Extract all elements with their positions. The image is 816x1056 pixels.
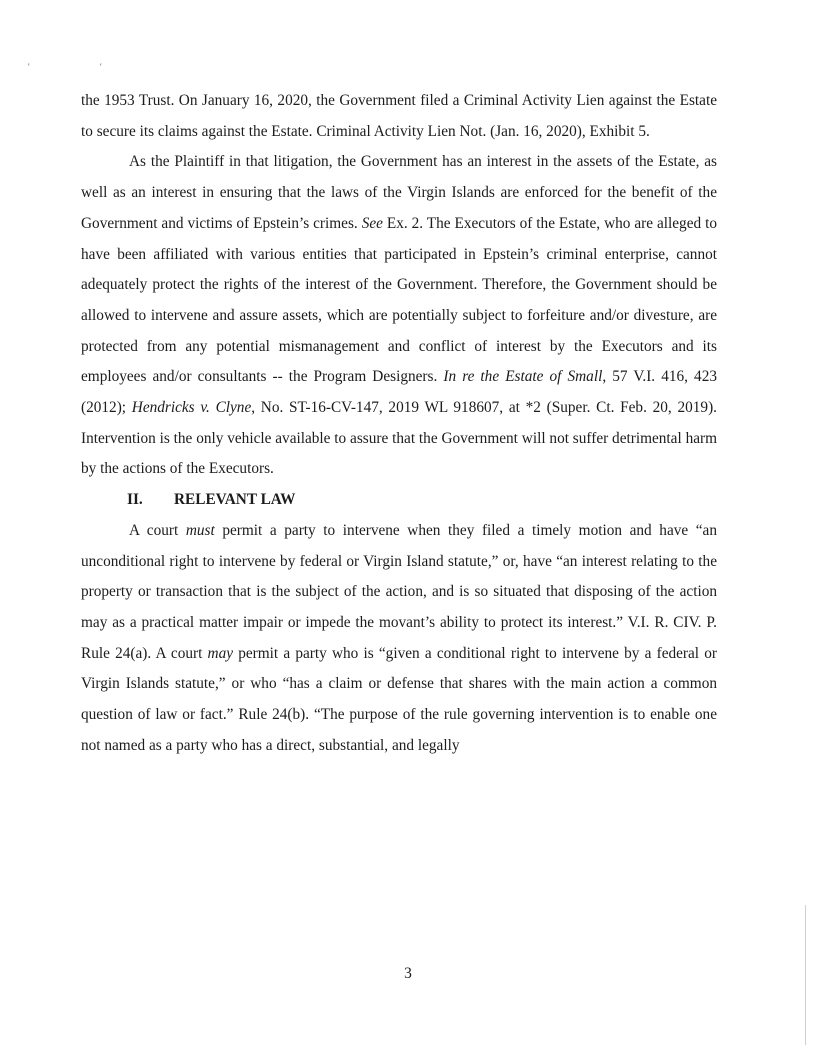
italic-citation: Hendricks v. Clyne (131, 399, 252, 417)
italic-citation: See (361, 214, 383, 232)
text-run: A court (129, 521, 186, 539)
paragraph-2 (81, 147, 717, 485)
text-run: , No. ST-16-CV-147, 2019 WL 918607, at *2 (Super. Ct. Feb. 20, 2019). Intervention is the only vehicle available to assure that the Government will not suffer detrimental harm by the actions of the Executors. (81, 399, 717, 478)
text-run: permit a party who is “given a conditional right to intervene by a federal or Virgin Islands statute,” or who “has a claim or defense that shares with the main action a common question of law or fact.” Rule 24(b). “The purpose of the rule governing intervention is to enable one not named as a party who has a direct, substantial, and legally (81, 644, 717, 754)
text-run: permit a party to intervene when they filed a timely motion and have “an unconditional right to intervene by federal or Virgin Island statute,” or, have “an interest relating to the property or transaction that is the subject of the action, and is so situated that disposing of the action may as a practical matter impair or impede the movant’s ability to protect its interest.” V.I. R. CIV. P. Rule 24(a). A court (81, 521, 717, 662)
page-number: 3 (404, 965, 412, 982)
text-run: Ex. 2. The Executors of the Estate, who are alleged to have been affiliated with various entities that participated in Epstein’s criminal enterprise, cannot adequately protect the rights of the interest of the Government. Therefore, the Government should be allowed to intervene and assure assets, which are potentially subject to forfeiture and/or divesture, are protected from any potential mismanagement and conflict of interest by the Executors and its employees and/or consultants -- the Program Designers. (81, 214, 717, 386)
section-title: RELEVANT LAW (174, 491, 296, 509)
scan-specks: ' ′ (28, 62, 136, 72)
section-number: II. (127, 491, 143, 509)
text-run: the 1953 Trust. On January 16, 2020, the Government filed a Criminal Activity Lien against the Estate to secure its claims against the Estate. Criminal Activity Lien Not. (Jan. 16, 2020), Exhibit 5. (81, 92, 717, 140)
section-heading (81, 485, 717, 516)
body-text (81, 86, 717, 761)
italic-citation: must (185, 521, 215, 539)
italic-citation: In re the Estate of Small (443, 368, 603, 386)
text-run: As the Plaintiff in that litigation, the Government has an interest in the assets of the Estate, as well as an interest in ensuring that the laws of the Virgin Islands are enforced for the benefit of the Government and victims of Epstein’s crimes. (81, 153, 717, 232)
text-run: , 57 V.I. 416, 423 (2012); (81, 368, 717, 417)
paragraph-1 (81, 86, 717, 147)
italic-citation: may (207, 644, 234, 662)
paragraph-3 (81, 516, 717, 762)
